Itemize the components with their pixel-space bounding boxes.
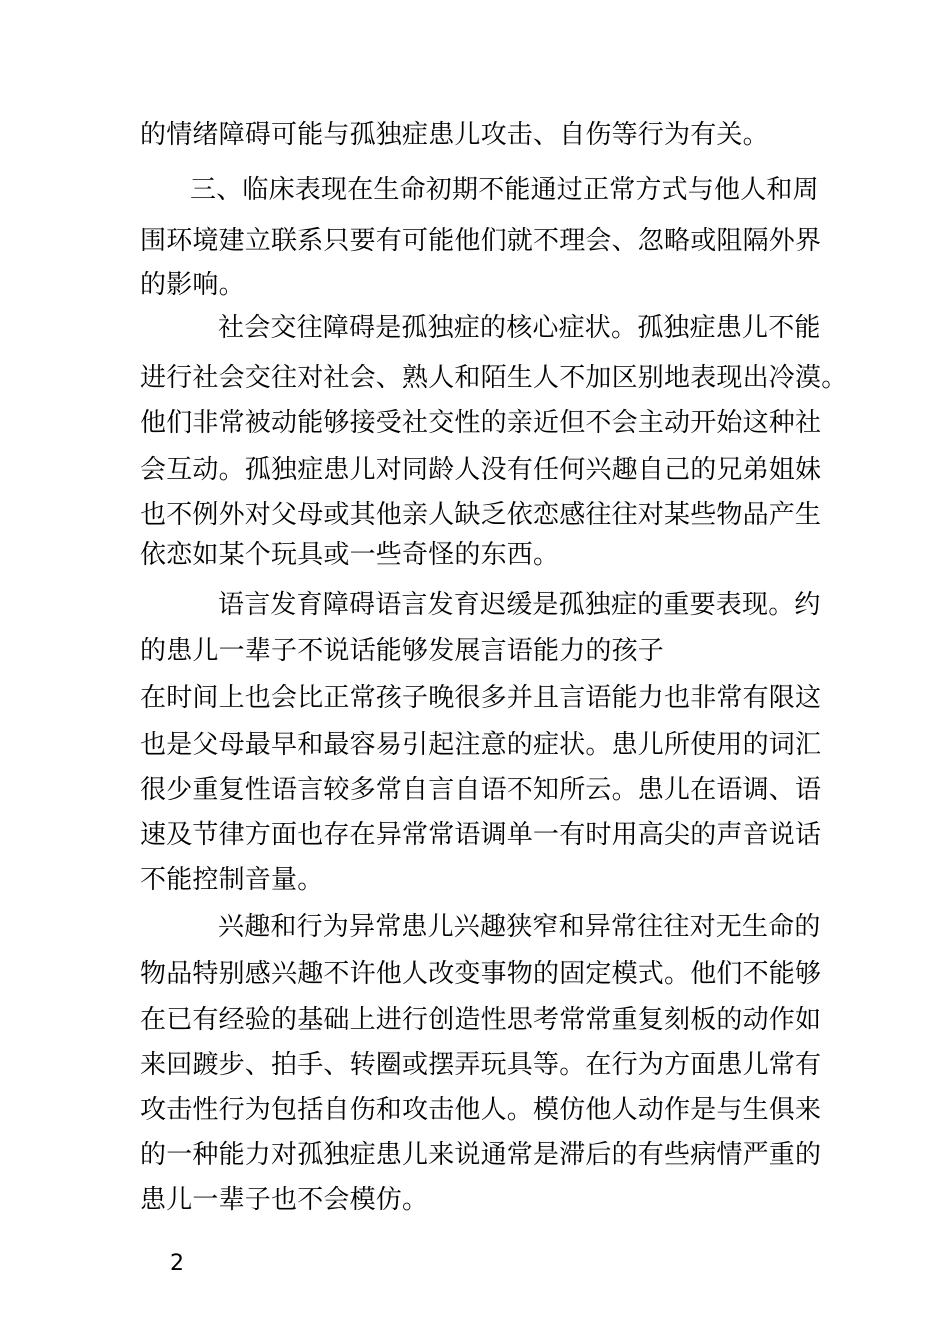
text-line: 患儿一辈子也不会模仿。 (140, 1185, 429, 1215)
text-line: 依恋如某个玩具或一些奇怪的东西。 (140, 540, 560, 570)
text-line: 的影响。 (140, 270, 245, 300)
text-line: 不能控制音量。 (140, 865, 324, 895)
paragraph-first-line: 兴趣和行为异常患儿兴趣狭窄和异常往往对无生命的 (218, 912, 821, 942)
text-line: 来回踱步、拍手、转圈或摆弄玩具等。在行为方面患儿常有 (140, 1050, 822, 1080)
text-line: 物品特别感兴趣不许他人改变事物的固定模式。他们不能够 (140, 959, 822, 989)
section-heading-line: 三、临床表现在生命初期不能通过正常方式与他人和周 (190, 175, 819, 205)
text-line: 在已有经验的基础上进行创造性思考常常重复刻板的动作如 (140, 1005, 822, 1035)
text-line: 进行社会交往对社会、熟人和陌生人不加区别地表现出冷漠。 (140, 363, 848, 393)
text-line: 速及节律方面也存在异常常语调单一有时用高尖的声音说话 (140, 820, 822, 850)
text-line: 的一种能力对孤独症患儿来说通常是滞后的有些病情严重的 (140, 1140, 822, 1170)
text-line: 他们非常被动能够接受社交性的亲近但不会主动开始这种社 (140, 408, 822, 438)
text-line: 的情绪障碍可能与孤独症患儿攻击、自伤等行为有关。 (140, 120, 769, 150)
text-line: 的患儿一辈子不说话能够发展言语能力的孩子 (140, 636, 665, 666)
text-line: 也是父母最早和最容易引起注意的症状。患儿所使用的词汇 (140, 730, 822, 760)
text-line: 也不例外对父母或其他亲人缺乏依恋感往往对某些物品产生 (140, 500, 822, 530)
text-line: 很少重复性语言较多常自言自语不知所云。患儿在语调、语 (140, 775, 822, 805)
text-line: 在时间上也会比正常孩子晚很多并且言语能力也非常有限这 (140, 683, 822, 713)
text-line: 围环境建立联系只要有可能他们就不理会、忽略或阻隔外界 (140, 226, 822, 256)
text-line: 会互动。孤独症患儿对同龄人没有任何兴趣自己的兄弟姐妹 (140, 455, 822, 485)
paragraph-first-line: 社会交往障碍是孤独症的核心症状。孤独症患儿不能 (218, 313, 821, 343)
page-number: 2 (170, 1251, 184, 1276)
paragraph-first-line: 语言发育障碍语言发育迟缓是孤独症的重要表现。约 (218, 590, 821, 620)
text-line: 攻击性行为包括自伤和攻击他人。模仿他人动作是与生俱来 (140, 1095, 822, 1125)
